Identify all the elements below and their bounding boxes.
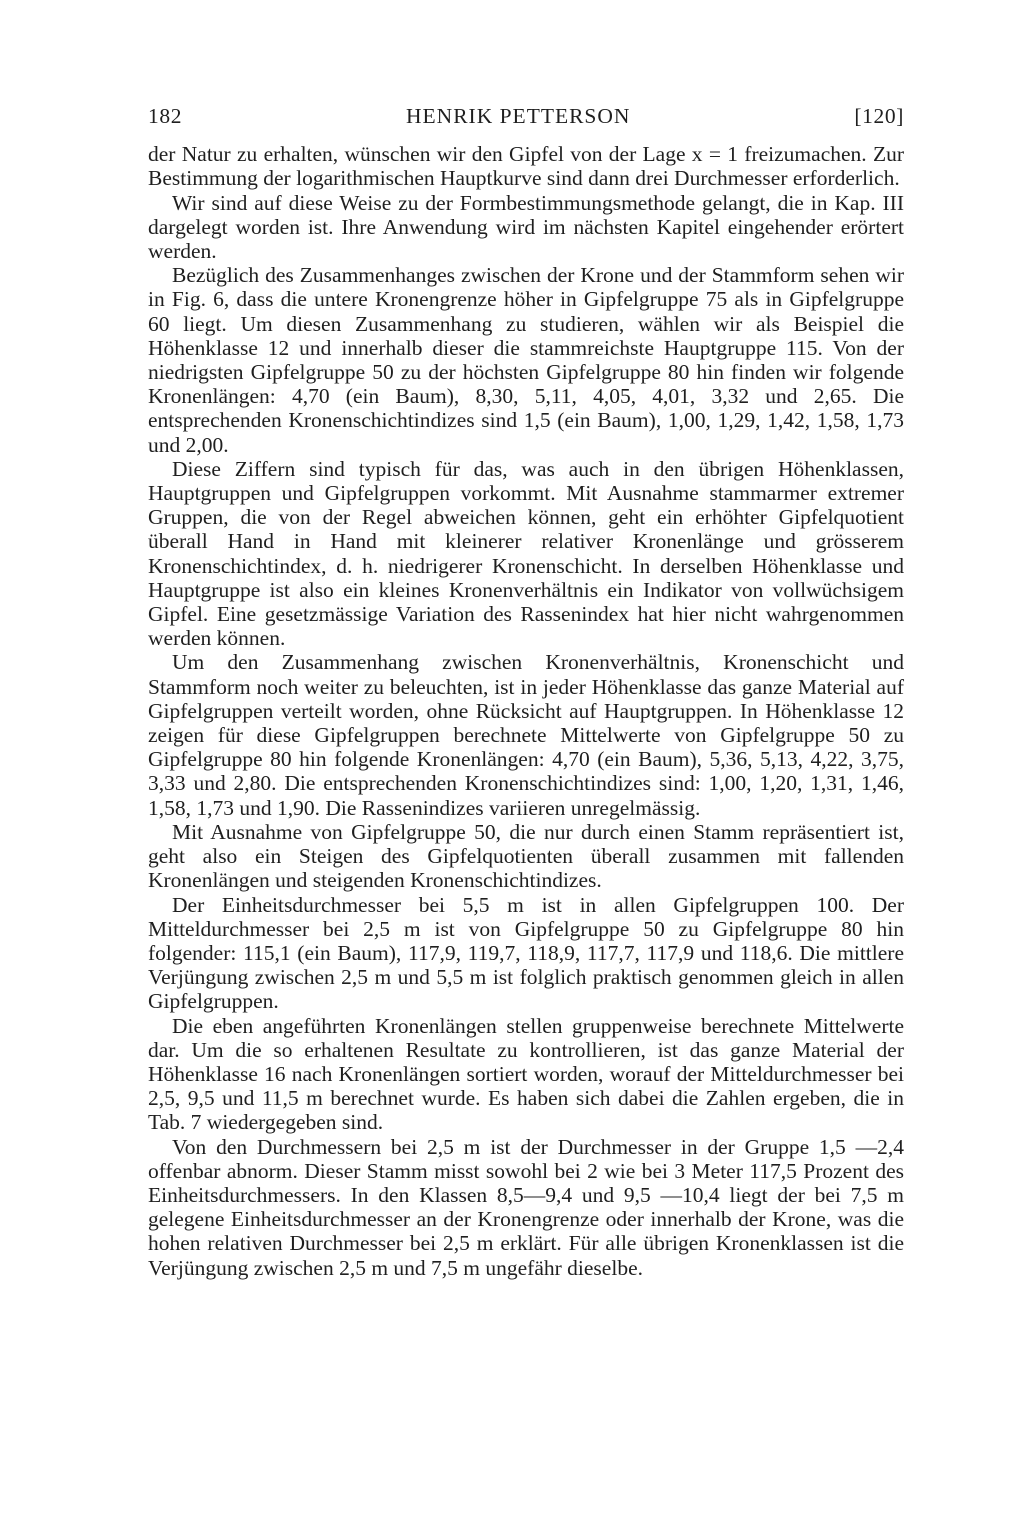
paragraph: Der Einheitsdurchmesser bei 5,5 m ist in allen Gipfelgruppen 100. Der Mitteldurchmesser bei 2,5 m ist von Gipfelgruppe 50 zu Gipfelgruppe 80 hin folgender: 115,1 (ein Baum), 117,9, 119,7, 118,9, 117,7, 117,9 und 118,6. Die mittlere Verjüngung zwischen 2,5 m und 5,5 m ist folglich praktisch genommen gleich in allen Gipfelgruppen. — [148, 892, 904, 1014]
document-page — [148, 104, 904, 1280]
section-reference: [120] — [854, 104, 904, 128]
body-text — [148, 142, 904, 1280]
paragraph: Mit Ausnahme von Gipfelgruppe 50, die nur durch einen Stamm repräsentiert ist, geht also ein Steigen des Gipfelquotienten überall zusammen mit fallenden Kronenlängen und steigenden Kronenschichtindizes. — [148, 819, 904, 893]
paragraph: Um den Zusammenhang zwischen Kronenverhältnis, Kronenschicht und Stammform noch weiter zu beleuchten, ist in jeder Höhenklasse das ganze Material auf Gipfelgruppen verteilt worden, ohne Rücksicht auf Hauptgruppen. In Höhenklasse 12 zeigen für diese Gipfelgruppen berechnete Mittelwerte von Gipfelgruppe 50 zu Gipfelgruppe 80 hin folgende Kronenlängen: 4,70 (ein Baum), 5,36, 5,13, 4,22, 3,75, 3,33 und 2,80. Die entsprechenden Kronenschichtindizes sind: 1,00, 1,20, 1,31, 1,46, 1,58, 1,73 und 1,90. Die Rassenindizes variieren unregelmässig. — [148, 650, 904, 820]
page-number: 182 — [148, 104, 183, 128]
paragraph: Diese Ziffern sind typisch für das, was auch in den übrigen Höhenklassen, Hauptgruppen und Gipfelgruppen vorkommt. Mit Ausnahme stammarmer extremer Gruppen, die von der Regel abweichen können, geht ein erhöhter Gipfelquotient überall Hand in Hand mit kleinerer relativer Kronenlänge und grösserem Kronenschichtindex, d. h. niedrigerer Kronenschicht. In derselben Höhenklasse und Hauptgruppe ist also ein kleines Kronenverhältnis ein Indikator von vollwüchsigem Gipfel. Eine gesetzmässige Variation des Rassenindex hat hier nicht wahrgenommen werden können. — [148, 456, 904, 651]
paragraph: Bezüglich des Zusammenhanges zwischen der Krone und der Stammform sehen wir in Fig. 6, dass die untere Kronengrenze höher in Gipfelgruppe 75 als in Gipfelgruppe 60 liegt. Um diesen Zusammenhang zu studieren, wählen wir als Beispiel die Höhenklasse 12 und innerhalb dieser die stammreichste Hauptgruppe 115. Von der niedrigsten Gipfelgruppe 50 zu der höchsten Gipfelgruppe 80 hin finden wir folgende Kronenlängen: 4,70 (ein Baum), 8,30, 5,11, 4,05, 4,01, 3,32 und 2,65. Die entsprechenden Kronenschichtindizes sind 1,5 (ein Baum), 1,00, 1,29, 1,42, 1,58, 1,73 und 2,00. — [148, 263, 904, 457]
page-header — [148, 104, 904, 128]
paragraph: der Natur zu erhalten, wünschen wir den Gipfel von der Lage x = 1 freizumachen. Zur Bestimmung der logarithmischen Hauptkurve sind dann drei Durchmesser erforderlich. — [148, 142, 904, 191]
paragraph: Die eben angeführten Kronenlängen stellen gruppenweise berechnete Mittelwerte dar. Um die so erhaltenen Resultate zu kontrollieren, ist das ganze Material der Höhenklasse 16 nach Kronenlängen sortiert worden, worauf der Mitteldurchmesser bei 2,5, 9,5 und 11,5 m berechnet wurde. Es haben sich dabei die Zahlen ergeben, die in Tab. 7 wiedergegeben sind. — [148, 1013, 904, 1135]
paragraph: Wir sind auf diese Weise zu der Formbestimmungsmethode gelangt, die in Kap. III dargelegt worden ist. Ihre Anwendung wird im nächsten Kapitel eingehender erörtert werden. — [148, 190, 904, 264]
running-title: HENRIK PETTERSON — [406, 104, 631, 128]
paragraph: Von den Durchmessern bei 2,5 m ist der Durchmesser in der Gruppe 1,5 —2,4 offenbar abnorm. Dieser Stamm misst sowohl bei 2 wie bei 3 Meter 117,5 Prozent des Einheitsdurchmessers. In den Klassen 8,5—9,4 und 9,5 —10,4 liegt der bei 7,5 m gelegene Einheitsdurchmesser an der Kronengrenze oder innerhalb der Krone, was die hohen relativen Durchmesser bei 2,5 m erklärt. Für alle übrigen Kronenklassen ist die Verjüngung zwischen 2,5 m und 7,5 m ungefähr dieselbe. — [148, 1134, 904, 1280]
